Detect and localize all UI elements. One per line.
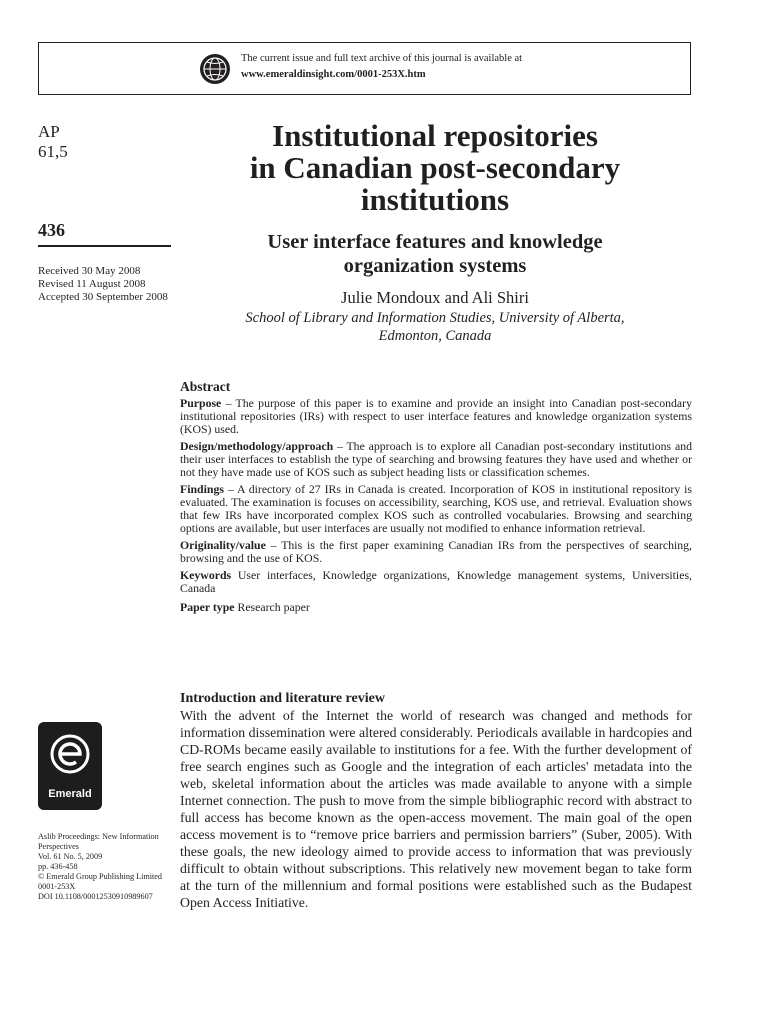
abstract-findings xyxy=(180,483,692,535)
authors: Julie Mondoux and Ali Shiri xyxy=(341,288,529,307)
abstract-keywords xyxy=(180,569,692,595)
journal-notice-box xyxy=(38,42,691,95)
abstract-originality xyxy=(180,539,692,565)
page-number: 436 xyxy=(38,220,65,240)
introduction-paragraph: With the advent of the Internet the world of research was changed and methods for information dissemination were altered considerably. Periodicals available in hardcopies and CD-ROMs became easily available to institutions for a fee. With the further development of free search engines such as Google and the integration of each articles' metadata into the web, skeletal information about the articles was made available to anyone with a simple Internet connection. The push to move from the simple bibliographic record with abstract to full access has become known as the open-access movement. The main goal of the open access movement is to “remove price barriers and permission barriers” (Suber, 2005). With these goals, the new ideology aimed to provide access to information that was previously difficult to obtain without subscriptions. This relatively new movement began to take form at the turn of the millennium and formal positions were established such as the Budapest Open Access Initiative. xyxy=(180,708,692,910)
affiliation-line: Edmonton, Canada xyxy=(378,328,492,344)
papertype-text: Research paper xyxy=(234,600,310,614)
abstract-paper-type xyxy=(180,601,692,614)
subtitle-line: User interface features and knowledge xyxy=(267,231,603,253)
purpose-label: Purpose xyxy=(180,396,222,410)
emerald-logo xyxy=(38,722,102,810)
subtitle-line: organization systems xyxy=(343,255,527,277)
title-line: Institutional repositories xyxy=(272,118,598,153)
notice-text: The current issue and full text archive of this journal is available at xyxy=(241,53,523,64)
pub-info-line: © Emerald Group Publishing Limited xyxy=(38,872,163,881)
title-line: in Canadian post-secondary xyxy=(249,150,621,185)
design-label: Design/methodology/approach xyxy=(180,439,334,453)
findings-text: – A directory of 27 IRs in Canada is created. Incorporation of KOS in institutional repository is evaluated. The examination is focuses on accessibility, searching, KOS use, and retrieval. Evaluation shows that few IRs have incorporated complex KOS such as controlled vocabularies. Browsing and searching options are available, but user interfaces are usually not modified to enhance information retrieval. xyxy=(180,482,692,535)
logo-text: Emerald xyxy=(48,788,92,800)
journal-volume: 61,5 xyxy=(38,142,68,161)
article-dates xyxy=(38,265,168,304)
article-subtitle xyxy=(180,230,690,278)
journal-abbrev: AP xyxy=(38,122,60,141)
pub-info-line: Perspectives xyxy=(38,842,79,851)
pub-info-line: Aslib Proceedings: New Information xyxy=(38,832,159,841)
affiliation-line: School of Library and Information Studies, University of Alberta, xyxy=(245,310,625,326)
introduction-section xyxy=(180,690,692,911)
pub-info-line: DOI 10.1108/00012530910989607 xyxy=(38,892,153,901)
title-line: institutions xyxy=(360,182,510,217)
article-title xyxy=(180,120,690,216)
page-number-rule xyxy=(38,245,171,247)
emerald-e-icon xyxy=(48,730,92,782)
papertype-label: Paper type xyxy=(180,600,235,614)
keywords-text: User interfaces, Knowledge organizations, Knowledge management systems, Universities, Canada xyxy=(180,568,692,595)
globe-icon xyxy=(199,53,231,85)
purpose-text: – The purpose of this paper is to examine and provide an insight into Canadian post-secondary institutional repositories (IRs) with respect to user interface features and knowledge organization systems (KOS) used. xyxy=(180,396,692,436)
keywords-label: Keywords xyxy=(180,568,232,582)
journal-url-link[interactable]: www.emeraldinsight.com/0001-253X.htm xyxy=(241,69,426,80)
revised-date: Revised 11 August 2008 xyxy=(38,278,146,290)
pub-info-line: pp. 436-458 xyxy=(38,862,78,871)
pub-info-line: Vol. 61 No. 5, 2009 xyxy=(38,852,103,861)
affiliation xyxy=(180,309,690,345)
pub-info-line: 0001-253X xyxy=(38,882,76,891)
originality-label: Originality/value xyxy=(180,538,266,552)
journal-citation xyxy=(38,122,68,162)
findings-label: Findings xyxy=(180,482,224,496)
publication-info xyxy=(38,832,178,902)
originality-text: – This is the first paper examining Canadian IRs from the perspectives of searching, browsing and the use of KOS. xyxy=(180,538,692,565)
abstract-design xyxy=(180,440,692,479)
abstract-purpose xyxy=(180,397,692,436)
abstract-section xyxy=(180,380,692,618)
design-text: – The approach is to explore all Canadian post-secondary institutions and their user interfaces to establish the type of searching and browsing features they have used and whether or not they have made use of KOS such as subject heading lists or classification schemes. xyxy=(180,439,692,479)
received-date: Received 30 May 2008 xyxy=(38,265,141,277)
introduction-heading: Introduction and literature review xyxy=(180,691,385,706)
accepted-date: Accepted 30 September 2008 xyxy=(38,291,168,303)
abstract-heading: Abstract xyxy=(180,379,231,394)
